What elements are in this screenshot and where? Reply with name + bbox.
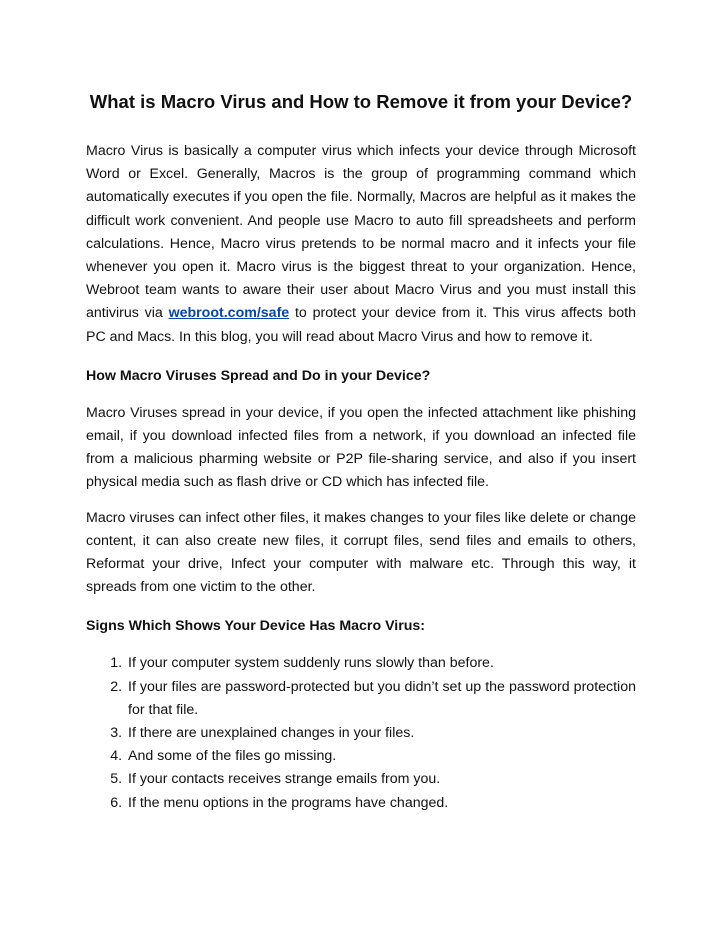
signs-list-item: 1. If your computer system suddenly runs slowly than before. (126, 652, 636, 675)
webroot-safe-link[interactable]: webroot.com/safe (168, 305, 290, 322)
spread-paragraph-2: Macro viruses can infect other files, it makes changes to your files like delete or change content, it can also create new files, it corrupt files, send files and emails to others, Reformat your drive, Infect your computer with malware etc. Through this way, it spreads from one victim to the other. (86, 509, 636, 596)
spread-paragraph-1: Macro Viruses spread in your device, if you open the infected attachment like phishing email, if you download infected files from a network, if you download an infected file from a malicious pharming website or P2P file-sharing service, and also if you insert physical media such as flash drive or CD which has infected file. (86, 404, 636, 491)
intro-text-after-link: to protect your device from it. This virus affects both PC and Macs. In this blog, you will read about Macro Virus and how to remove it. (86, 305, 636, 345)
signs-list-item: 3. If there are unexplained changes in your files. (126, 722, 636, 745)
signs-list (86, 652, 636, 814)
signs-list-item: 4. And some of the files go missing. (126, 745, 636, 768)
document-page (86, 86, 636, 815)
spread-section-heading: How Macro Viruses Spread and Do in your Device? (86, 367, 431, 384)
signs-list-item: 6. If the menu options in the programs have changed. (126, 792, 636, 815)
intro-text-before-link: Macro Virus is basically a computer virus which infects your device through Microsoft Word or Excel. Generally, Macros is the group of programming command which automatically executes if you open the file. Normally, Macros are helpful as it makes the difficult work convenient. And people use Macro to auto fill spreadsheets and perform calculations. Hence, Macro virus pretends to be normal macro and it infects your file whenever you open it. Macro virus is the biggest threat to your organization. Hence, Webroot team wants to aware their user about Macro Virus and you must install this antivirus via (86, 143, 636, 322)
signs-list-item: 2. If your files are password-protected but you didn’t set up the password protection for that file. (126, 676, 636, 722)
signs-list-item: 5. If your contacts receives strange emails from you. (126, 768, 636, 791)
intro-paragraph (86, 140, 636, 349)
signs-section-heading: Signs Which Shows Your Device Has Macro Virus: (86, 618, 426, 635)
page-title: What is Macro Virus and How to Remove it from your Device? (89, 91, 633, 112)
